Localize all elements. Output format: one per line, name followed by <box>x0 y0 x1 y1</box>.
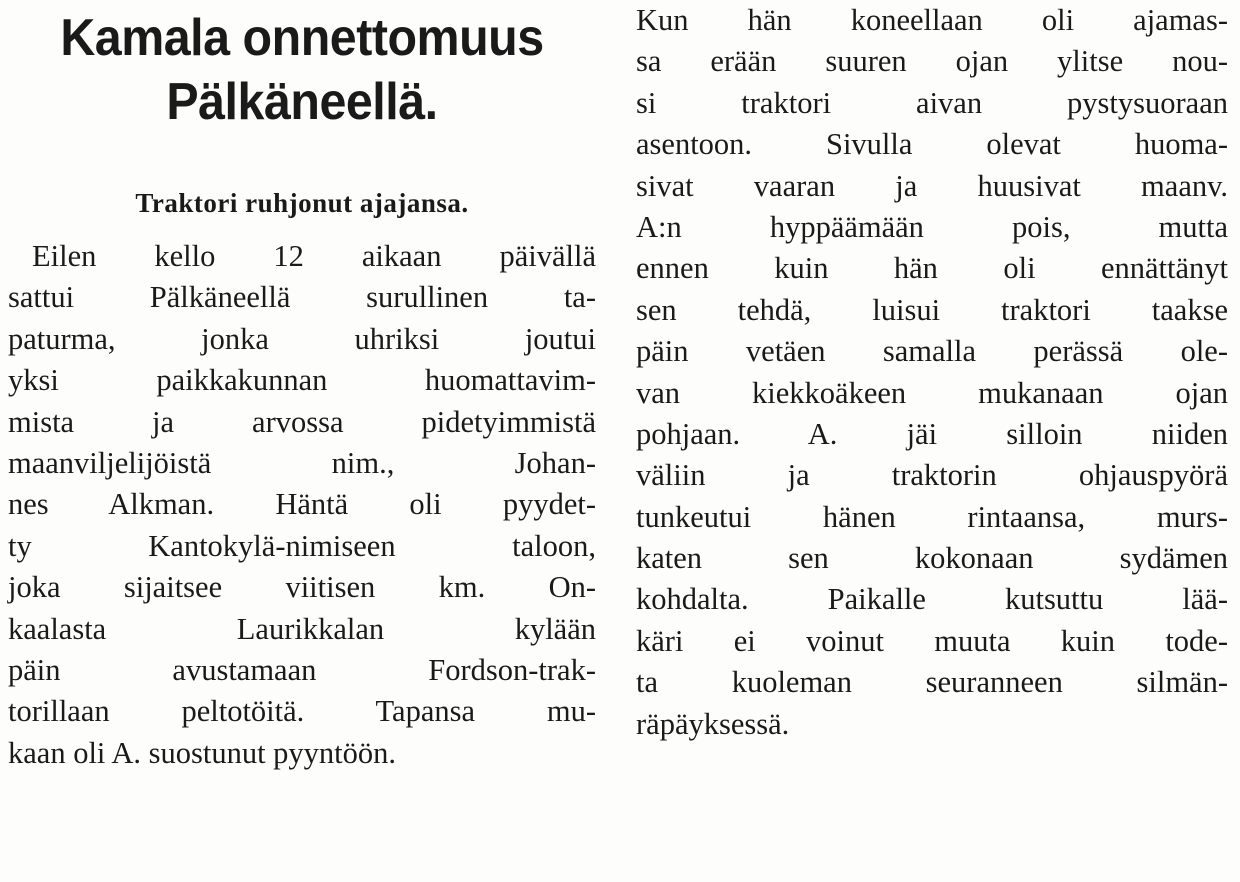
text-line: nes Alkman. Häntä oli pyydet- <box>8 487 596 522</box>
right-column <box>636 0 1228 745</box>
text-line: Eilen kello 12 aikaan päivällä <box>32 239 596 273</box>
text-line: sa erään suuren ojan ylitse nou- <box>636 44 1228 79</box>
text-line: ta kuoleman seuranneen silmän- <box>636 665 1228 700</box>
text-line: Kun hän koneellaan oli ajamas- <box>636 3 1228 37</box>
text-line: joka sijaitsee viitisen km. On- <box>8 570 596 605</box>
text-line: mista ja arvossa pidetyimmistä <box>8 404 596 439</box>
text-line: kaalasta Laurikkalan kylään <box>8 611 596 646</box>
text-line: pohjaan. A. jäi silloin niiden <box>636 416 1228 451</box>
text-line: torillaan peltotöitä. Tapansa mu- <box>8 694 596 729</box>
article-headline <box>29 6 576 134</box>
text-line: räpäyksessä. <box>636 706 790 741</box>
text-line: sattui Pälkäneellä surullinen ta- <box>8 280 596 315</box>
text-line: paturma, jonka uhriksi joutui <box>8 321 596 356</box>
text-line: päin vetäen samalla perässä ole- <box>636 334 1228 369</box>
text-line: sen tehdä, luisui traktori taakse <box>636 292 1228 327</box>
text-line: ennen kuin hän oli ennättänyt <box>636 251 1228 286</box>
text-line: asentoon. Sivulla olevat huoma- <box>636 127 1228 162</box>
text-line: sivat vaaran ja huusivat maanv. <box>636 168 1228 203</box>
text-line: kaan oli A. suostunut pyyntöön. <box>8 735 397 770</box>
right-column-text <box>636 0 1228 745</box>
left-column <box>8 6 596 774</box>
text-line: käri ei voinut muuta kuin tode- <box>636 623 1228 658</box>
text-line: maanviljelijöistä nim., Johan- <box>8 445 596 480</box>
text-line: kohdalta. Paikalle kutsuttu lää- <box>636 582 1228 617</box>
text-line: päin avustamaan Fordson-trak- <box>8 652 596 687</box>
article-subheadline: Traktori ruhjonut ajajansa. <box>135 188 469 218</box>
text-line: yksi paikkakunnan huomattavim- <box>8 363 596 398</box>
headline-line: Pälkäneellä. <box>166 73 438 131</box>
text-line: tunkeutui hänen rintaansa, murs- <box>636 499 1228 534</box>
text-line: katen sen kokonaan sydämen <box>636 541 1228 576</box>
text-line: väliin ja traktorin ohjauspyörä <box>636 458 1228 493</box>
text-line: ty Kantokylä-nimiseen taloon, <box>8 528 596 563</box>
text-line: si traktori aivan pystysuoraan <box>636 85 1228 120</box>
text-line: A:n hyppäämään pois, mutta <box>636 209 1228 244</box>
left-column-text <box>8 236 596 774</box>
text-line: van kiekkoäkeen mukanaan ojan <box>636 375 1228 410</box>
headline-line: Kamala onnettomuus <box>60 9 544 67</box>
